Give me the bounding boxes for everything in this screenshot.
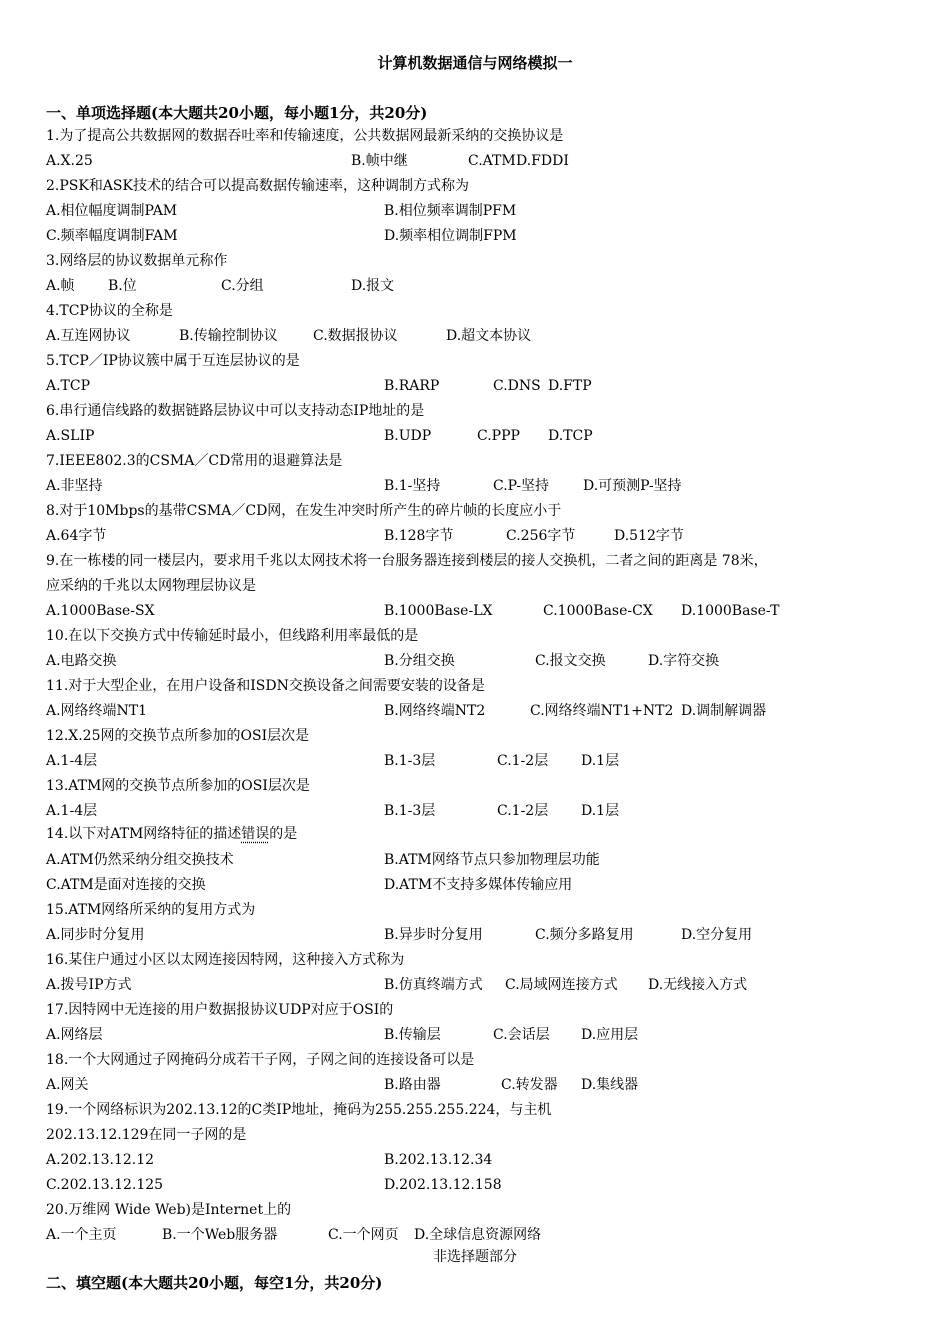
- option-d: D.字符交换: [648, 653, 720, 669]
- option-c: C.一个网页: [328, 1227, 399, 1243]
- option-a: A.网关: [46, 1077, 89, 1093]
- option-a: A.64字节: [46, 528, 107, 544]
- question-14-post: 的是: [269, 826, 298, 842]
- question-6: 6.串行通信线路的数据链路层协议中可以支持动态IP地址的是: [46, 403, 425, 419]
- question-5: 5.TCP／IP协议簇中属于互连层协议的是: [46, 353, 300, 369]
- question-4: 4.TCP协议的全称是: [46, 303, 173, 319]
- question-17: 17.因特网中无连接的用户数据报协议UDP对应于OSI的: [46, 1002, 394, 1018]
- question-3: 3.网络层的协议数据单元称作: [46, 253, 228, 269]
- document-title: 计算机数据通信与网络模拟一: [377, 54, 573, 72]
- option-a: A.电路交换: [46, 653, 117, 669]
- option-a: A.一个主页: [46, 1227, 117, 1243]
- question-10: 10.在以下交换方式中传输延时最小，但线路利用率最低的是: [46, 628, 419, 644]
- question-8: 8.对于10Mbps的基带CSMA／CD网，在发生冲突时所产生的碎片帧的长度应小于: [46, 503, 562, 519]
- option-b: B.1000Base-LX: [384, 603, 493, 619]
- option-c: C.分组: [221, 278, 264, 294]
- option-d: D.报文: [351, 278, 395, 294]
- option-c: C.DNS: [493, 378, 541, 394]
- option-c: C.局域网连接方式: [505, 977, 618, 993]
- question-9-cont: 应采纳的千兆以太网物理层协议是: [46, 578, 256, 594]
- option-a: A.互连网协议: [46, 328, 131, 344]
- section-heading-fill-in: 二、填空题(本大题共20小题，每空1分，共20分): [46, 1274, 383, 1292]
- option-d: D.1000Base-T: [681, 603, 780, 619]
- option-b: B.分组交换: [384, 653, 455, 669]
- option-c: C.P-坚持: [493, 478, 550, 494]
- option-d: D.集线器: [581, 1077, 639, 1093]
- option-b: B.RARP: [384, 378, 440, 394]
- option-b: B.1-3层: [384, 753, 436, 769]
- question-20: 20.万维网 Wide Web)是Internet上的: [46, 1202, 292, 1218]
- question-7: 7.IEEE802.3的CSMA／CD常用的退避算法是: [46, 453, 343, 469]
- question-14-pre: 14.以下对ATM网络特征的描述: [46, 826, 242, 842]
- option-c: C.256字节: [506, 528, 576, 544]
- option-a: A.同步时分复用: [46, 927, 145, 943]
- option-a: A.网络终端NT1: [46, 703, 148, 719]
- option-c: C.1000Base-CX: [543, 603, 653, 619]
- non-choice-heading: 非选择题部分: [433, 1249, 517, 1265]
- option-a: A.202.13.12.12: [46, 1152, 155, 1168]
- option-c: C.数据报协议: [313, 328, 398, 344]
- option-b: B.128字节: [384, 528, 454, 544]
- question-13: 13.ATM网的交换节点所参加的OSI层次是: [46, 778, 310, 794]
- option-d: D.512字节: [614, 528, 684, 544]
- question-19: 19.一个网络标识为202.13.12的C类IP地址，掩码为255.255.255.224，与主机: [46, 1102, 552, 1118]
- option-b: B.1-坚持: [384, 478, 441, 494]
- option-d: D.1层: [581, 803, 620, 819]
- option-b: B.传输层: [384, 1027, 441, 1043]
- question-9: 9.在一栋楼的同一楼层内，要求用千兆以太网技术将一台服务器连接到楼层的接人交换机，二者之间的距离是 78米，: [46, 553, 768, 569]
- option-b: B.UDP: [384, 428, 432, 444]
- question-14: [46, 824, 297, 844]
- option-d: D.无线接入方式: [648, 977, 748, 993]
- option-d: D.ATM不支持多媒体传输应用: [384, 877, 573, 893]
- question-12: 12.X.25网的交换节点所参加的OSI层次是: [46, 728, 310, 744]
- option-b: B.网络终端NT2: [384, 703, 486, 719]
- question-19-cont: 202.13.12.129在同一子网的是: [46, 1127, 247, 1143]
- option-c: C.网络终端NT1+NT2: [530, 703, 674, 719]
- option-c: C.会话层: [493, 1027, 550, 1043]
- option-a: A.SLIP: [46, 428, 95, 444]
- option-a: A.ATM仍然采纳分组交换技术: [46, 852, 234, 868]
- option-a: A.相位幅度调制PAM: [46, 203, 178, 219]
- option-d: D.空分复用: [681, 927, 753, 943]
- option-c: C.1-2层: [497, 753, 549, 769]
- option-a: A.X.25: [46, 153, 93, 169]
- question-11: 11.对于大型企业，在用户设备和ISDN交换设备之间需要安装的设备是: [46, 678, 485, 694]
- option-c: C.202.13.12.125: [46, 1177, 164, 1193]
- option-b: B.202.13.12.34: [384, 1152, 493, 1168]
- option-d: D.FTP: [548, 378, 592, 394]
- option-c: C.报文交换: [535, 653, 606, 669]
- option-c: C.频率幅度调制FAM: [46, 228, 178, 244]
- question-2: 2.PSK和ASK技术的结合可以提高数据传输速率，这种调制方式称为: [46, 178, 469, 194]
- option-c: C.转发器: [501, 1077, 558, 1093]
- option-c: C.ATM: [468, 153, 516, 169]
- option-c: C.1-2层: [497, 803, 549, 819]
- option-b: B.一个Web服务器: [162, 1227, 278, 1243]
- option-a: A.1000Base-SX: [46, 603, 155, 619]
- option-d: D.202.13.12.158: [384, 1177, 502, 1193]
- option-a: A.1-4层: [46, 803, 98, 819]
- option-b: B.路由器: [384, 1077, 441, 1093]
- question-14-emphasis: 错误: [241, 826, 270, 842]
- option-b: B.ATM网络节点只参加物理层功能: [384, 852, 600, 868]
- option-a: A.非坚持: [46, 478, 103, 494]
- option-d: D.全球信息资源网络: [414, 1227, 542, 1243]
- question-1: 1.为了提高公共数据网的数据吞吐率和传输速度，公共数据网最新采纳的交换协议是: [46, 128, 564, 144]
- option-b: B.位: [108, 278, 137, 294]
- question-18: 18.一个大网通过子网掩码分成若干子网，子网之间的连接设备可以是: [46, 1052, 475, 1068]
- option-a: A.帧: [46, 278, 75, 294]
- question-16: 16.某住户通过小区以太网连接因特网，这种接入方式称为: [46, 952, 405, 968]
- option-a: A.TCP: [46, 378, 91, 394]
- option-b: B.1-3层: [384, 803, 436, 819]
- option-c: C.频分多路复用: [535, 927, 634, 943]
- option-a: A.拨号IP方式: [46, 977, 132, 993]
- option-d: D.1层: [581, 753, 620, 769]
- option-b: B.传输控制协议: [179, 328, 278, 344]
- option-d: D.FDDI: [516, 153, 569, 169]
- option-d: D.TCP: [548, 428, 593, 444]
- option-b: B.相位频率调制PFM: [384, 203, 517, 219]
- option-d: D.超文本协议: [446, 328, 532, 344]
- option-c: C.PPP: [477, 428, 520, 444]
- option-d: D.应用层: [581, 1027, 639, 1043]
- section-heading-choice: 一、单项选择题(本大题共20小题，每小题1分，共20分): [46, 104, 428, 122]
- option-a: A.网络层: [46, 1027, 103, 1043]
- option-b: B.异步时分复用: [384, 927, 483, 943]
- option-b: B.仿真终端方式: [384, 977, 483, 993]
- option-d: D.可预测P-坚持: [583, 478, 682, 494]
- option-c: C.ATM是面对连接的交换: [46, 877, 206, 893]
- option-d: D.调制解调器: [681, 703, 767, 719]
- option-b: B.帧中继: [351, 153, 408, 169]
- question-15: 15.ATM网络所采纳的复用方式为: [46, 902, 256, 918]
- option-d: D.频率相位调制FPM: [384, 228, 517, 244]
- option-a: A.1-4层: [46, 753, 98, 769]
